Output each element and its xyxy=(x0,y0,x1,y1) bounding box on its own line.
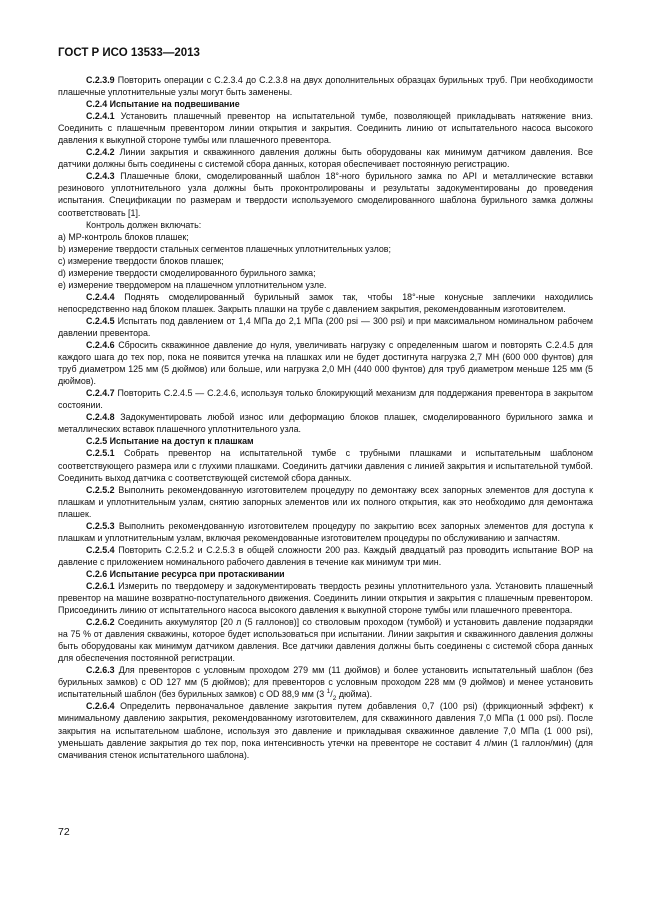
clause-number: С.2.4.6 xyxy=(86,340,115,351)
paragraph-text: Для превенторов с условным проходом 279 мм (11 дюймов) и более установить испытательный шаблон (без бурильных замков) с OD 127 мм (5 дюймов); для превенторов с условным проходом 228 мм (9 дюймов) и менее установить испытательный шаблон (без бурильных замков) с OD 88,9 мм (3 xyxy=(58,665,593,700)
paragraph-text: Поднять смоделированный бурильный замок так, чтобы 18°-ные конусные заплечики находились непосредственно над блоком плашек. Закрыть плашки на трубе с давлением закрытия, рекомендованным изготовителем. xyxy=(58,291,593,314)
clause-number: С.2.4.2 xyxy=(86,147,115,158)
paragraph: С.2.6.3 Для превенторов с условным проходом 279 мм (11 дюймов) и более установить испытательный шаблон (без бурильных замков) с OD 127 мм (5 дюймов); для превенторов с условным проходом 228 мм (9 дюймов) и менее установить испытательный шаблон (без бурильных замков) с OD 88,9 мм (3 $^1/_2$ дюйма). xyxy=(58,665,593,703)
paragraph-text: Повторить операции с С.2.3.4 до С.2.3.8 на двух дополнительных образцах бурильных труб. При необходимости плашечные уплотнительные узлы могут быть заменены. xyxy=(58,75,593,98)
clause-number: С.2.5.1 xyxy=(86,448,115,459)
paragraph-text: Плашечные блоки, смоделированный шаблон 18°-ного бурильного замка по API и металлические вставки резинового уплотнительного узла должны быть проконтролированы и результаты задокументированы до проведения испытания. Спецификации по размерам и твердости используемого смоделированного шаблона бурильного замка должны соответствовать [1]. xyxy=(58,171,593,218)
paragraph xyxy=(58,580,593,616)
section-heading-text: С.2.4 Испытание на подвешивание xyxy=(86,99,240,110)
paragraph-text: Установить плашечный превентор на испытательной тумбе, позволяющей прикладывать натяжение вниз. Соединить с плашечным превентором линии открытия и закрытия. Соединить линию от испытательного насоса высокого давления к выкупной стороне тумбы или плашечного превентора. xyxy=(58,111,593,146)
list-item xyxy=(58,267,593,279)
clause-number: С.2.6.1 xyxy=(86,580,115,591)
paragraph-text-tail: дюйма). xyxy=(336,689,373,700)
paragraph xyxy=(58,315,593,339)
list-item-text: a) МР-контроль блоков плашек; xyxy=(58,231,189,242)
paragraph-text: Измерить по твердомеру и задокументировать твердость резины уплотнительного узла. Установить плашечный превентор на машине возвратно-поступательного движения. Соединить линии открытия и закрытия с плашечным превентором. Присоединить линию от испытательного насоса высокого давления к выкупной стороне тумбы или плашечного превентора. xyxy=(58,580,593,616)
paragraph xyxy=(58,520,593,544)
paragraph-text: Линии закрытия и скважинного давления должны быть оборудованы как минимум датчиком давления. Все датчики должны быть соединены с системой сбора данных, которая обеспечивает постоянную регистрацию. xyxy=(58,147,593,170)
paragraph-text: Задокументировать любой износ или деформацию блоков плашек, смоделированного бурильного замка и металлических вставок плашечного уплотнительного узла. xyxy=(58,412,593,435)
list-item xyxy=(58,255,593,267)
clause-number: С.2.4.7 xyxy=(86,388,115,399)
paragraph xyxy=(58,146,593,170)
paragraph xyxy=(58,447,593,483)
fraction-numerator: 1 xyxy=(326,688,331,696)
paragraph xyxy=(58,219,593,231)
paragraph xyxy=(58,484,593,520)
paragraph-text: Соединить аккумулятор [20 л (5 галлонов)] со стволовым проходом (тумбой) и установить давление подзарядки на 75 % от давления скважины, которое будет использоваться при испытании. Линии закрытия и скважинного давления должны быть оборудованы как минимум датчиком давления. Все датчики давления должны быть соединены с системой сбора данных для обеспечения постоянной регистрации. xyxy=(58,617,593,664)
list-item-text: c) измерение твердости блоков плашек; xyxy=(58,255,224,266)
paragraph-text: Собрать превентор на испытательной тумбе с трубными плашками и испытательным шаблоном соответствующего размера или с глухими плашками. Соединить датчики давления с линией закрытия и испытательной тумбой. Соединить выход датчика с соответствующей системой сбора данных. xyxy=(58,448,593,483)
paragraph-text: Испытать под давлением от 1,4 МПа до 2,1 МПа (200 psi — 300 psi) и при максимальном номинальном рабочем давлении превентора. xyxy=(58,315,593,338)
paragraph-text: Определить первоначальное давление закрытия путем добавления 0,7 (100 psi) (фрикционный эффект) к минимальному давлению закрытия, рекомендованному изготовителем, для скважинного давления 7,0 МПа (1 000 psi). После закрытия на испытательном шаблоне, используя это давление и прикладывая скважинное давление 7,0 МПа (1 000 psi), уменьшать давление закрытия до тех пор, пока интенсивность утечки на превенторе не составит 4 л/мин (1 галлон/мин) (для смачивания стенок испытательного шаблона). xyxy=(58,701,593,760)
clause-number: С.2.6.2 xyxy=(86,617,115,628)
clause-number: С.2.5.2 xyxy=(86,484,115,495)
document-body xyxy=(58,74,593,761)
page-number: 72 xyxy=(58,826,70,838)
clause-number: С.2.5.3 xyxy=(86,520,115,531)
clause-number: C.2.3.9 xyxy=(86,75,115,85)
paragraph xyxy=(58,700,593,760)
paragraph-text: Сбросить скважинное давление до нуля, увеличивать нагрузку с определенным шагом и повторять С.2.4.5 для каждого шага до тех пор, пока не появится утечка на плашках или не будет достигнута нагрузка 2,7 МН (600 000 фунтов) для труб диаметром 125 мм (5 дюймов) или больше, или нагрузка 2,0 МН (440 000 фунтов) для труб диаметром меньше 125 мм (5 дюймов). xyxy=(58,340,593,387)
clause-number: С.2.5.4 xyxy=(86,544,115,555)
list-item xyxy=(58,279,593,291)
paragraph xyxy=(58,616,593,664)
paragraph-text: Повторить С.2.5.2 и С.2.5.3 в общей сложности 200 раз. Каждый двадцатый раз проводить испытание BOP на давление с приложением номинального рабочего давления в течение как минимум три мин. xyxy=(58,544,593,567)
paragraph-text: Контроль должен включать: xyxy=(86,219,202,230)
clause-number: С.2.6.3 xyxy=(86,665,115,676)
paragraph xyxy=(58,291,593,315)
paragraph xyxy=(58,411,593,435)
paragraph xyxy=(58,544,593,568)
section-heading xyxy=(58,98,593,110)
list-item-text: b) измерение твердости стальных сегментов плашечных уплотнительных узлов; xyxy=(58,243,391,254)
paragraph xyxy=(58,387,593,411)
section-heading-text: С.2.6 Испытание ресурса при протаскивании xyxy=(86,568,285,579)
clause-number: С.2.4.5 xyxy=(86,315,115,326)
clause-number: С.2.4.4 xyxy=(86,291,115,302)
fraction-denominator: 2 xyxy=(332,695,337,703)
section-heading xyxy=(58,568,593,580)
paragraph-text: Повторить С.2.4.5 — С.2.4.6, используя только блокирующий механизм для поддержания превентора в закрытом состоянии. xyxy=(58,388,593,411)
paragraph xyxy=(58,74,593,98)
list-item xyxy=(58,243,593,255)
clause-number: С.2.4.3 xyxy=(86,171,115,182)
paragraph-text: Выполнить рекомендованную изготовителем процедуру по закрытию всех запорных элементов для доступа к плашкам и уплотнительным узлам, включая рекомендованные изготовителем процедуры по обслуживанию и запчастям. xyxy=(58,520,593,543)
list-item xyxy=(58,231,593,243)
list-item-text: e) измерение твердомером на плашечном уплотнительном узле. xyxy=(58,279,327,290)
list-item-text: d) измерение твердости смоделированного бурильного замка; xyxy=(58,267,316,278)
paragraph xyxy=(58,170,593,218)
clause-number: С.2.6.4 xyxy=(86,701,115,712)
paragraph xyxy=(58,110,593,146)
section-heading xyxy=(58,435,593,447)
document-header: ГОСТ Р ИСО 13533—2013 xyxy=(58,47,200,59)
section-heading-text: С.2.5 Испытание на доступ к плашкам xyxy=(86,436,254,447)
paragraph xyxy=(58,339,593,387)
clause-number: С.2.4.1 xyxy=(86,111,115,122)
clause-number: С.2.4.8 xyxy=(86,412,115,423)
paragraph-text: Выполнить рекомендованную изготовителем процедуру по демонтажу всех запорных элементов для доступа к плашкам и уплотнительным узлам, снятию запорных элементов или их полного открытия, как это необходимо для демонтажа плашек. xyxy=(58,484,593,519)
